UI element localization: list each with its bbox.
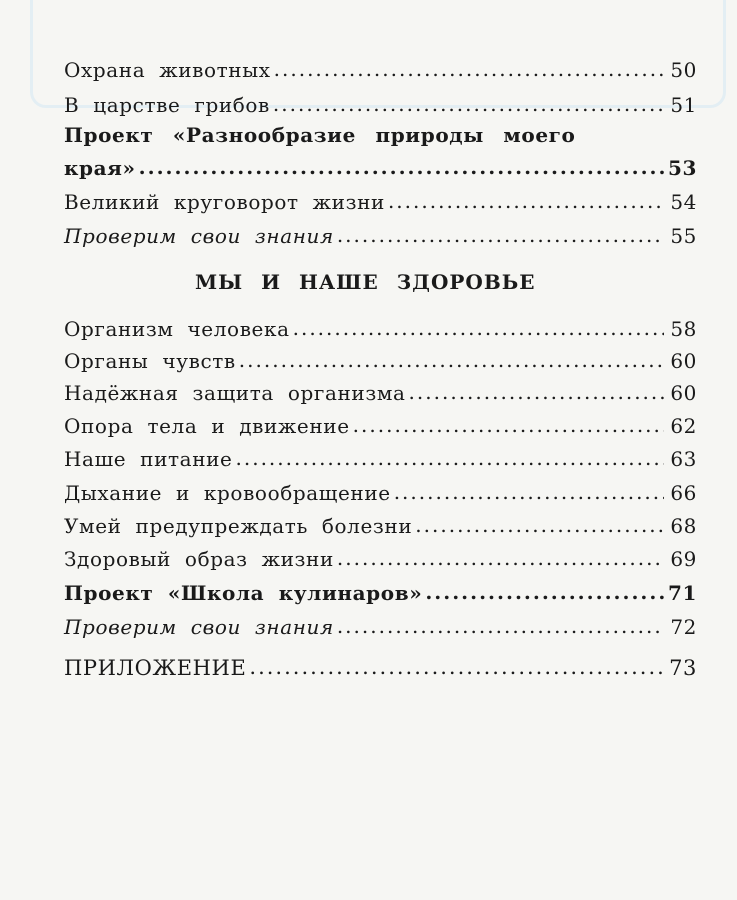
toc-entry-title: Надёжная защита организма: [64, 381, 406, 405]
toc-entry: [64, 508, 697, 538]
toc-entry-title: Охрана животных: [64, 58, 271, 82]
dot-leader: [139, 155, 664, 179]
toc-entry-page: 72: [670, 615, 697, 639]
toc-entry-title: Здоровый образ жизни: [64, 547, 334, 571]
dot-leader: [425, 580, 664, 604]
toc-entry: [64, 343, 697, 373]
toc-entry: [64, 475, 697, 505]
toc-entry-title: Проверим свои знания: [64, 615, 334, 639]
toc-entry-title: Проверим свои знания: [64, 224, 334, 248]
toc-entry-page: 55: [670, 224, 697, 248]
toc-entry-page: 73: [669, 656, 697, 680]
toc-entry-page: 54: [670, 190, 697, 214]
dot-leader: [388, 189, 664, 213]
dot-leader: [274, 57, 664, 81]
toc-entry-page: 50: [670, 58, 697, 82]
toc-entry-title: Органы чувств: [64, 349, 236, 373]
toc-entry: [64, 441, 697, 471]
toc-entry-title: Наше питание: [64, 447, 233, 471]
dot-leader: [249, 655, 664, 679]
toc-entry-page: 60: [670, 349, 697, 373]
toc-entry-page: 51: [670, 93, 697, 117]
toc-entry-title: Проект «Школа кулинаров»: [64, 581, 423, 605]
toc-entry-page: 71: [667, 581, 697, 605]
section-heading: МЫ И НАШЕ ЗДОРОВЬЕ: [195, 270, 536, 294]
toc-entry-title: В царстве грибов: [64, 93, 270, 117]
toc-entry: [64, 375, 697, 405]
dot-leader: [337, 546, 664, 570]
toc-entry: [64, 575, 697, 605]
dot-leader: [409, 380, 664, 404]
toc-entry-page: 63: [670, 447, 697, 471]
dot-leader: [293, 316, 664, 340]
toc-entry: [64, 541, 697, 571]
dot-leader: [236, 446, 665, 470]
toc-entry-page: 69: [670, 547, 697, 571]
toc-entry-appendix: [64, 650, 697, 680]
toc-entry-page: 68: [670, 514, 697, 538]
toc-entry-page: 58: [670, 317, 697, 341]
toc-entry: [64, 218, 697, 248]
dot-leader: [337, 614, 664, 638]
toc-entry-page: 66: [670, 481, 697, 505]
toc-entry-title: Великий круговорот жизни: [64, 190, 385, 214]
toc-entry: [64, 150, 697, 180]
dot-leader: [394, 480, 664, 504]
toc-entry-title-line1: Проект «Разнообразие природы моего: [64, 123, 576, 147]
dot-leader: [239, 348, 664, 372]
toc-entry-title: Дыхание и кровообращение: [64, 481, 391, 505]
toc-entry: [64, 87, 697, 117]
dot-leader: [337, 223, 664, 247]
toc-entry: [64, 52, 697, 82]
toc-entry-page: 62: [670, 414, 697, 438]
toc-entry: [64, 311, 697, 341]
toc-entry: [64, 408, 697, 438]
toc-entry-title: Умей предупреждать болезни: [64, 514, 413, 538]
toc-entry: [64, 609, 697, 639]
toc-entry: [64, 184, 697, 214]
toc-entry-title: Опора тела и движение: [64, 414, 350, 438]
dot-leader: [273, 92, 664, 116]
toc-entry-page: 60: [670, 381, 697, 405]
toc-entry-title: Организм человека: [64, 317, 290, 341]
dot-leader: [415, 513, 664, 537]
toc-entry-title: ПРИЛОЖЕНИЕ: [64, 656, 247, 680]
toc-entry-title-line2: края»: [64, 156, 136, 180]
toc-entry-page: 53: [667, 156, 697, 180]
dot-leader: [353, 413, 664, 437]
